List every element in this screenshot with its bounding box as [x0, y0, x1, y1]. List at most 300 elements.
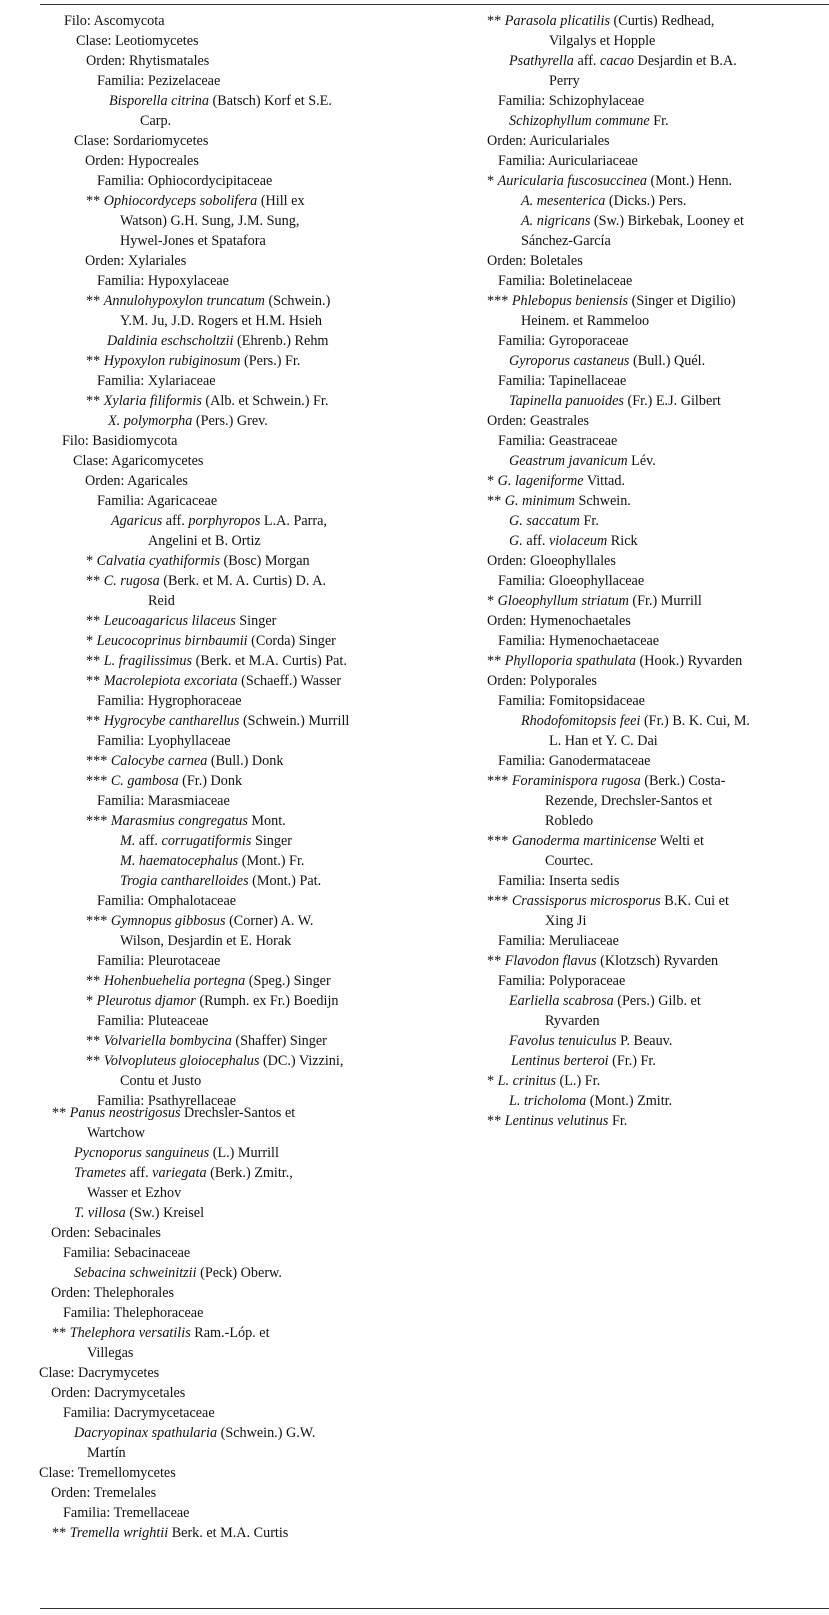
species-name: T. villosa — [74, 1205, 126, 1221]
species-name: Psathyrella — [509, 53, 574, 69]
status-mark: *** — [86, 773, 108, 789]
authority: (Singer et Digilio) — [631, 293, 736, 309]
taxon-line — [0, 211, 750, 231]
authority: (Fr.) E.J. Gilbert — [627, 393, 721, 409]
rank-label: Clase: Agaricomycetes — [73, 453, 204, 469]
status-mark: ** — [86, 293, 101, 309]
rank-label: Familia: Hypoxylaceae — [97, 273, 229, 289]
rank-label: Familia: Dacrymycetaceae — [63, 1405, 215, 1421]
species-name: Trogia cantharelloides — [120, 873, 249, 889]
authority: (Mont.) Fr. — [241, 853, 305, 869]
authority: (Alb. et Schwein.) Fr. — [205, 393, 329, 409]
rank-label: Familia: Hygrophoraceae — [97, 693, 242, 709]
species-epithet: corrugatiformis — [161, 833, 252, 849]
rank-label: Orden: Xylariales — [85, 253, 187, 269]
species-name: Geastrum javanicum — [509, 453, 628, 469]
authority: Welti et — [659, 833, 704, 849]
rank-label: Filo: Basidiomycota — [62, 433, 178, 449]
authority: (Berk.) Costa- — [644, 773, 726, 789]
taxon-line — [0, 51, 750, 71]
rank-label: Filo: Ascomycota — [64, 13, 165, 29]
authority: (Hook.) Ryvarden — [639, 653, 743, 669]
rank-line — [0, 411, 750, 431]
status-mark: *** — [86, 913, 108, 929]
authority: (L.) Murrill — [212, 1145, 279, 1161]
rank-label: Robledo — [545, 813, 594, 829]
species-name: Parasola plicatilis — [504, 13, 610, 29]
status-mark: *** — [86, 813, 108, 829]
authority: aff. — [129, 1165, 149, 1181]
rank-line — [0, 1243, 315, 1263]
right-column — [0, 11, 750, 1131]
rank-line — [0, 271, 750, 291]
species-name: Panus neostrigosus — [69, 1105, 181, 1121]
rank-label: Familia: Marasmiaceae — [97, 793, 230, 809]
rank-label: Ryvarden — [545, 1013, 600, 1029]
status-mark: ** — [86, 1053, 101, 1069]
authority: (Pers.) Gilb. et — [617, 993, 701, 1009]
rank-label: Familia: Pezizelaceae — [97, 73, 221, 89]
authority: (Shaffer) Singer — [235, 1033, 327, 1049]
species-name: Leucoagaricus lilaceus — [103, 613, 236, 629]
status-mark: ** — [487, 953, 502, 969]
taxon-line — [0, 891, 750, 911]
status-mark: ** — [487, 653, 502, 669]
authority: Rick — [610, 533, 638, 549]
status-mark: *** — [487, 893, 509, 909]
taxon-line — [0, 531, 750, 551]
rank-label: Familia: Omphalotaceae — [97, 893, 237, 909]
species-name: Auricularia fuscosuccinea — [497, 173, 647, 189]
rank-label: Orden: Gloeophyllales — [487, 553, 616, 569]
status-mark: ** — [86, 393, 101, 409]
rank-label: Orden: Polyporales — [487, 673, 597, 689]
status-mark: ** — [86, 573, 101, 589]
status-mark: * — [86, 633, 94, 649]
species-name: Ganoderma martinicense — [511, 833, 657, 849]
species-name: Annulohypoxylon truncatum — [103, 293, 265, 309]
species-name: X. polymorpha — [108, 413, 193, 429]
species-name: Leucocoprinus birnbaumii — [96, 633, 248, 649]
rank-label: L. Han et Y. C. Dai — [549, 733, 658, 749]
species-name: Favolus tenuiculus — [509, 1033, 617, 1049]
rank-label: Clase: Dacrymycetes — [39, 1365, 160, 1381]
taxon-line — [0, 1111, 750, 1131]
rank-label: Orden: Hymenochaetales — [487, 613, 631, 629]
species-name: Volvariella bombycina — [103, 1033, 232, 1049]
authority: Singer — [254, 833, 292, 849]
rank-line — [0, 871, 750, 891]
rank-line — [0, 791, 750, 811]
rank-line — [0, 1363, 315, 1383]
rank-line — [0, 251, 750, 271]
authority: (Hill ex — [260, 193, 305, 209]
status-mark: ** — [487, 13, 502, 29]
species-name: L. fragilissimus — [103, 653, 193, 669]
authority: Schwein. — [578, 493, 631, 509]
species-name: C. rugosa — [103, 573, 160, 589]
authority: (Fr.) B. K. Cui, M. — [643, 713, 750, 729]
status-mark: * — [86, 993, 94, 1009]
rank-label: Xing Ji — [545, 913, 587, 929]
rank-line — [0, 571, 750, 591]
species-name: Lentinus velutinus — [504, 1113, 609, 1129]
rank-line — [0, 1011, 750, 1031]
rank-line — [0, 691, 750, 711]
authority: aff. — [138, 833, 158, 849]
status-mark: ** — [487, 493, 502, 509]
species-name: Thelephora versatilis — [69, 1325, 191, 1341]
authority: Drechsler-Santos et — [184, 1105, 296, 1121]
rank-label: Familia: Gyroporaceae — [498, 333, 629, 349]
species-name: Lentinus berteroi — [511, 1053, 609, 1069]
authority: (Schwein.) G.W. — [220, 1425, 316, 1441]
species-name: Bisporella citrina — [109, 93, 209, 109]
status-mark: * — [487, 473, 495, 489]
rank-line — [0, 851, 750, 871]
species-name: M. haematocephalus — [120, 853, 239, 869]
rank-line — [0, 671, 750, 691]
rank-line — [0, 1223, 315, 1243]
authority: Fr. — [611, 1113, 628, 1129]
status-mark: ** — [86, 973, 101, 989]
rank-label: Familia: Ophiocordycipitaceae — [97, 173, 273, 189]
status-mark: ** — [86, 193, 101, 209]
species-name: Schizophyllum commune — [509, 113, 650, 129]
taxon-line — [0, 1071, 750, 1091]
authority: Vittad. — [586, 473, 625, 489]
rank-label: Clase: Sordariomycetes — [74, 133, 209, 149]
rank-line — [0, 1463, 315, 1483]
status-mark: ** — [86, 1033, 101, 1049]
authority: aff. — [165, 513, 185, 529]
species-name: Tremella wrightii — [69, 1525, 169, 1541]
taxon-line — [0, 1143, 315, 1163]
species-name: A. mesenterica — [521, 193, 606, 209]
taxon-line — [0, 1091, 750, 1111]
rank-label: Familia: Hymenochaetaceae — [498, 633, 660, 649]
rank-line — [0, 31, 750, 51]
species-name: L. crinitus — [497, 1073, 556, 1089]
rank-line — [0, 1183, 315, 1203]
taxon-line — [0, 1203, 315, 1223]
rank-label: Familia: Tremellaceae — [63, 1505, 190, 1521]
status-mark: * — [487, 1073, 495, 1089]
rank-label: Orden: Tremelales — [51, 1485, 157, 1501]
rank-label: Orden: Hypocreales — [85, 153, 199, 169]
rank-line — [0, 931, 750, 951]
species-name: Calvatia cyathiformis — [96, 553, 220, 569]
rank-line — [0, 1343, 315, 1363]
authority: B.K. Cui et — [664, 893, 729, 909]
rank-line — [0, 1303, 315, 1323]
rank-label: Familia: Fomitopsidaceae — [498, 693, 645, 709]
status-mark: *** — [86, 753, 108, 769]
species-epithet: porphyropos — [188, 513, 261, 529]
status-mark: ** — [52, 1325, 67, 1341]
species-name: Flavodon flavus — [504, 953, 597, 969]
rank-label: Wartchow — [87, 1125, 145, 1141]
rank-line — [0, 1403, 315, 1423]
taxon-line — [0, 391, 750, 411]
rank-label: Orden: Boletales — [487, 253, 583, 269]
rank-label: Rezende, Drechsler-Santos et — [545, 793, 713, 809]
authority: Desjardin et B.A. — [637, 53, 737, 69]
authority: Lév. — [631, 453, 656, 469]
taxon-line — [0, 651, 750, 671]
species-epithet: violaceum — [548, 533, 608, 549]
taxon-line — [0, 491, 750, 511]
top-rule — [40, 4, 829, 5]
taxon-line — [0, 831, 750, 851]
species-name: Hohenbuehelia portegna — [103, 973, 246, 989]
status-mark: *** — [487, 833, 509, 849]
species-name: Xylaria filiformis — [103, 393, 202, 409]
taxon-line — [0, 1051, 750, 1071]
rank-label: Familia: Psathyrellaceae — [97, 1093, 237, 1109]
authority: (Ehrenb.) Rehm — [237, 333, 329, 349]
species-name: Earliella scabrosa — [509, 993, 614, 1009]
authority: (Schwein.) Murrill — [242, 713, 350, 729]
rank-label: Familia: Auriculariaceae — [498, 153, 638, 169]
species-name: Volvopluteus gloiocephalus — [103, 1053, 260, 1069]
rank-label: Martín — [87, 1445, 126, 1461]
species-name: Daldinia eschscholtzii — [107, 333, 234, 349]
status-mark: *** — [487, 293, 509, 309]
status-mark: ** — [86, 673, 101, 689]
authority: (Peck) Oberw. — [200, 1265, 282, 1281]
rank-label: Carp. — [140, 113, 172, 129]
rank-label: Courtec. — [545, 853, 594, 869]
rank-line — [0, 431, 750, 451]
rank-label: Familia: Tapinellaceae — [498, 373, 627, 389]
taxon-line — [0, 471, 750, 491]
rank-label: Contu et Justo — [120, 1073, 202, 1089]
left-column-lower — [0, 1103, 315, 1543]
authority: (Berk.) Zmitr., — [210, 1165, 293, 1181]
species-name: Tapinella panuoides — [509, 393, 624, 409]
species-name: Dacryopinax spathularia — [74, 1425, 218, 1441]
species-epithet: variegata — [152, 1165, 207, 1181]
status-mark: * — [487, 593, 495, 609]
status-mark: ** — [86, 713, 101, 729]
rank-label: Orden: Sebacinales — [51, 1225, 161, 1241]
taxon-line — [0, 511, 750, 531]
rank-label: Familia: Xylariaceae — [97, 373, 216, 389]
species-name: Marasmius congregatus — [110, 813, 248, 829]
rank-label: Orden: Geastrales — [487, 413, 590, 429]
authority: (Berk. et M.A. Curtis) Pat. — [195, 653, 347, 669]
species-name: A. nigricans — [521, 213, 591, 229]
rank-label: Watson) G.H. Sung, J.M. Sung, — [120, 213, 300, 229]
taxon-line — [0, 351, 750, 371]
species-name: Crassisporus microsporus — [511, 893, 661, 909]
taxon-line — [0, 111, 750, 131]
status-mark: * — [487, 173, 495, 189]
authority: (Dicks.) Pers. — [608, 193, 687, 209]
rank-label: Familia: Thelephoraceae — [63, 1305, 204, 1321]
rank-line — [0, 731, 750, 751]
species-name: Pleurotus djamor — [96, 993, 196, 1009]
authority: (Batsch) Korf et S.E. — [212, 93, 332, 109]
status-mark: ** — [86, 653, 101, 669]
rank-line — [0, 1283, 315, 1303]
species-name: G. minimum — [504, 493, 575, 509]
taxon-line — [0, 451, 750, 471]
status-mark: ** — [86, 613, 101, 629]
authority: (Bosc) Morgan — [223, 553, 310, 569]
authority: (Fr.) Murrill — [632, 593, 702, 609]
taxon-line — [0, 991, 750, 1011]
rank-line — [0, 1443, 315, 1463]
authority: (Pers.) Grev. — [195, 413, 268, 429]
rank-label: Familia: Pleurotaceae — [97, 953, 221, 969]
rank-line — [0, 551, 750, 571]
rank-line — [0, 371, 750, 391]
rank-label: Vilgalys et Hopple — [549, 33, 656, 49]
authority: (Klotzsch) Ryvarden — [600, 953, 719, 969]
bottom-rule — [40, 1608, 829, 1609]
status-mark: ** — [487, 1113, 502, 1129]
taxon-line — [0, 191, 750, 211]
rank-label: Familia: Agaricaceae — [97, 493, 218, 509]
authority: aff. — [526, 533, 546, 549]
rank-label: Familia: Ganodermataceae — [498, 753, 651, 769]
status-mark: ** — [86, 353, 101, 369]
species-name: Gyroporus castaneus — [509, 353, 630, 369]
taxon-line — [0, 1323, 315, 1343]
rank-line — [0, 631, 750, 651]
authority: (Fr.) Fr. — [612, 1053, 656, 1069]
authority: (L.) Fr. — [559, 1073, 601, 1089]
rank-line — [0, 71, 750, 91]
authority: (Curtis) Redhead, — [613, 13, 715, 29]
rank-label: Sánchez-García — [521, 233, 611, 249]
rank-label: Reid — [148, 593, 175, 609]
rank-label: Orden: Dacrymycetales — [51, 1385, 186, 1401]
rank-line — [0, 611, 750, 631]
rank-label: Orden: Rhytismatales — [86, 53, 210, 69]
rank-label: Familia: Sebacinaceae — [63, 1245, 191, 1261]
rank-label: Familia: Schizophylaceae — [498, 93, 645, 109]
species-name: Foraminispora rugosa — [511, 773, 641, 789]
status-mark: ** — [52, 1525, 67, 1541]
taxon-line — [0, 771, 750, 791]
rank-line — [0, 1383, 315, 1403]
authority: (Sw.) Kreisel — [129, 1205, 205, 1221]
authority: (Bull.) Donk — [210, 753, 284, 769]
rank-label: Familia: Boletinelaceae — [498, 273, 633, 289]
status-mark: * — [86, 553, 94, 569]
species-name: Phlebopus beniensis — [511, 293, 629, 309]
authority: (Pers.) Fr. — [244, 353, 301, 369]
taxon-line — [0, 1263, 315, 1283]
rank-line — [0, 1483, 315, 1503]
species-name: G. saccatum — [509, 513, 580, 529]
rank-label: Angelini et B. Ortiz — [148, 533, 261, 549]
rank-line — [0, 911, 750, 931]
rank-label: Y.M. Ju, J.D. Rogers et H.M. Hsieh — [120, 313, 322, 329]
rank-label: Familia: Pluteaceae — [97, 1013, 209, 1029]
species-name: G. — [509, 533, 523, 549]
authority: L.A. Parra, — [263, 513, 327, 529]
taxon-line — [0, 1523, 315, 1543]
taxon-line — [0, 171, 750, 191]
authority: Mont. — [251, 813, 286, 829]
rank-label: Villegas — [87, 1345, 134, 1361]
rank-line — [0, 131, 750, 151]
authority: Fr. — [583, 513, 599, 529]
rank-label: Perry — [549, 73, 580, 89]
species-name: Sebacina schweinitzii — [74, 1265, 197, 1281]
taxon-line — [0, 291, 750, 311]
authority: (Rumph. ex Fr.) Boedijn — [199, 993, 339, 1009]
rank-line — [0, 151, 750, 171]
status-mark: *** — [487, 773, 509, 789]
authority: (DC.) Vizzini, — [262, 1053, 344, 1069]
authority: (Sw.) Birkebak, Looney et — [593, 213, 744, 229]
rank-label: Familia: Geastraceae — [498, 433, 618, 449]
taxon-line — [0, 1163, 315, 1183]
authority: P. Beauv. — [620, 1033, 673, 1049]
species-name: M. — [120, 833, 136, 849]
authority: Berk. et M.A. Curtis — [171, 1525, 289, 1541]
species-name: L. tricholoma — [509, 1093, 587, 1109]
species-name: Rhodofomitopsis feei — [521, 713, 641, 729]
species-name: Calocybe carnea — [110, 753, 208, 769]
species-name: C. gambosa — [110, 773, 179, 789]
species-name: Gloeophyllum striatum — [497, 593, 629, 609]
status-mark: ** — [52, 1105, 67, 1121]
species-name: G. lageniforme — [497, 473, 584, 489]
authority: (Speg.) Singer — [248, 973, 331, 989]
species-name: Agaricus — [111, 513, 163, 529]
rank-label: Clase: Leotiomycetes — [76, 33, 199, 49]
rank-label: Orden: Agaricales — [85, 473, 188, 489]
rank-label: Familia: Inserta sedis — [498, 873, 620, 889]
species-name: Hypoxylon rubiginosum — [103, 353, 241, 369]
taxon-line — [0, 1031, 750, 1051]
rank-label: Wilson, Desjardin et E. Horak — [120, 933, 292, 949]
taxon-line — [0, 1423, 315, 1443]
rank-label: Orden: Thelephorales — [51, 1285, 175, 1301]
authority: Fr. — [653, 113, 669, 129]
authority: (Corda) Singer — [251, 633, 336, 649]
species-name: Gymnopus gibbosus — [110, 913, 226, 929]
rank-label: Familia: Lyophyllaceae — [97, 733, 231, 749]
rank-label: Familia: Gloeophyllaceae — [498, 573, 645, 589]
authority: (Mont.) Henn. — [650, 173, 733, 189]
rank-label: Wasser et Ezhov — [87, 1185, 182, 1201]
rank-label: Clase: Tremellomycetes — [39, 1465, 176, 1481]
authority: (Schwein.) — [268, 293, 331, 309]
rank-line — [0, 811, 750, 831]
rank-label: Heinem. et Rammeloo — [521, 313, 650, 329]
authority: (Fr.) Donk — [182, 773, 243, 789]
authority: (Corner) A. W. — [229, 913, 314, 929]
authority: Singer — [239, 613, 277, 629]
rank-line — [0, 231, 750, 251]
species-name: Phylloporia spathulata — [504, 653, 636, 669]
authority: Ram.-Lóp. et — [194, 1325, 270, 1341]
rank-label: Familia: Polyporaceae — [498, 973, 626, 989]
rank-label: Hywel-Jones et Spatafora — [120, 233, 266, 249]
rank-label: Familia: Meruliaceae — [498, 933, 619, 949]
species-epithet: cacao — [600, 53, 634, 69]
rank-line — [0, 331, 750, 351]
species-name: Ophiocordyceps sobolifera — [103, 193, 258, 209]
species-name: Macrolepiota excoriata — [103, 673, 238, 689]
